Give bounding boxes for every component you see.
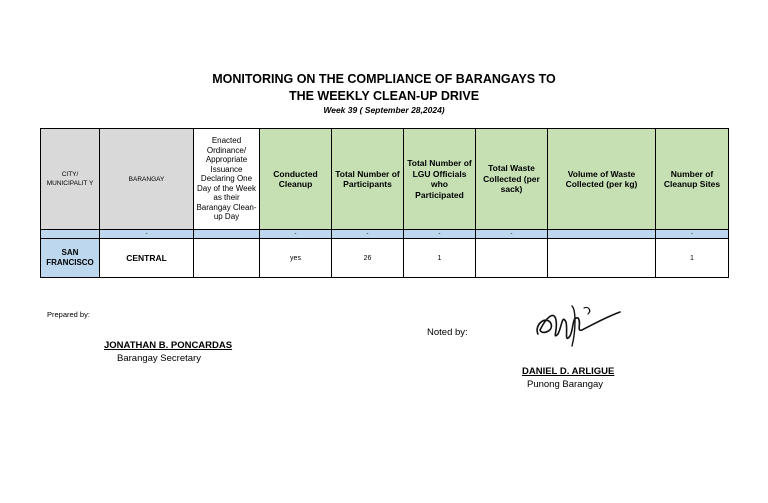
- document-title: [0, 71, 768, 105]
- cell-lgu-officials: 1: [404, 239, 476, 278]
- noted-by-label: Noted by:: [427, 327, 468, 338]
- header-row: [41, 129, 729, 230]
- header-waste-kg: Volume of Waste Collected (per kg): [548, 129, 656, 230]
- marker-cell: -: [404, 230, 476, 239]
- cell-waste-kg: [548, 239, 656, 278]
- cell-city: SAN FRANCISCO: [41, 239, 100, 278]
- compliance-table: [40, 128, 729, 278]
- header-barangay: BARANGAY: [100, 129, 194, 230]
- prepared-by-name: JONATHAN B. PONCARDAS: [104, 340, 233, 351]
- header-lgu-officials: Total Number of LGU Officials who Participated: [404, 129, 476, 230]
- header-city: CITY/ MUNICIPALIT Y: [41, 129, 100, 230]
- header-participants: Total Number of Participants: [332, 129, 404, 230]
- marker-cell: [41, 230, 100, 239]
- title-line-1: MONITORING ON THE COMPLIANCE OF BARANGAYS TO: [212, 72, 556, 86]
- cell-ordinance: [194, 239, 260, 278]
- header-conducted: Conducted Cleanup: [260, 129, 332, 230]
- prepared-by-label: Prepared by:: [47, 310, 90, 319]
- prepared-by-title: Barangay Secretary: [117, 353, 201, 364]
- cell-sites: 1: [656, 239, 729, 278]
- marker-cell: -: [476, 230, 548, 239]
- marker-cell: [194, 230, 260, 239]
- cell-barangay: CENTRAL: [100, 239, 194, 278]
- cell-conducted: yes: [260, 239, 332, 278]
- marker-row: [41, 230, 729, 239]
- header-sites: Number of Cleanup Sites: [656, 129, 729, 230]
- marker-cell: -: [656, 230, 729, 239]
- marker-cell: -: [332, 230, 404, 239]
- signature-image: [532, 300, 627, 352]
- marker-cell: -: [100, 230, 194, 239]
- document-subtitle: Week 39 ( September 28,2024): [323, 105, 445, 115]
- header-waste-sack: Total Waste Collected (per sack): [476, 129, 548, 230]
- cell-waste-sack: [476, 239, 548, 278]
- header-ordinance: Enacted Ordinance/ Appropriate Issuance Declaring One Day of the Week as their Barangay Clean-up Day: [194, 129, 260, 230]
- title-line-2: THE WEEKLY CLEAN-UP DRIVE: [288, 89, 480, 103]
- marker-cell: -: [260, 230, 332, 239]
- table-row: [41, 239, 729, 278]
- cell-participants: 26: [332, 239, 404, 278]
- noted-by-title: Punong Barangay: [527, 379, 604, 390]
- marker-cell: [548, 230, 656, 239]
- noted-by-name: DANIEL D. ARLIGUE: [522, 366, 615, 377]
